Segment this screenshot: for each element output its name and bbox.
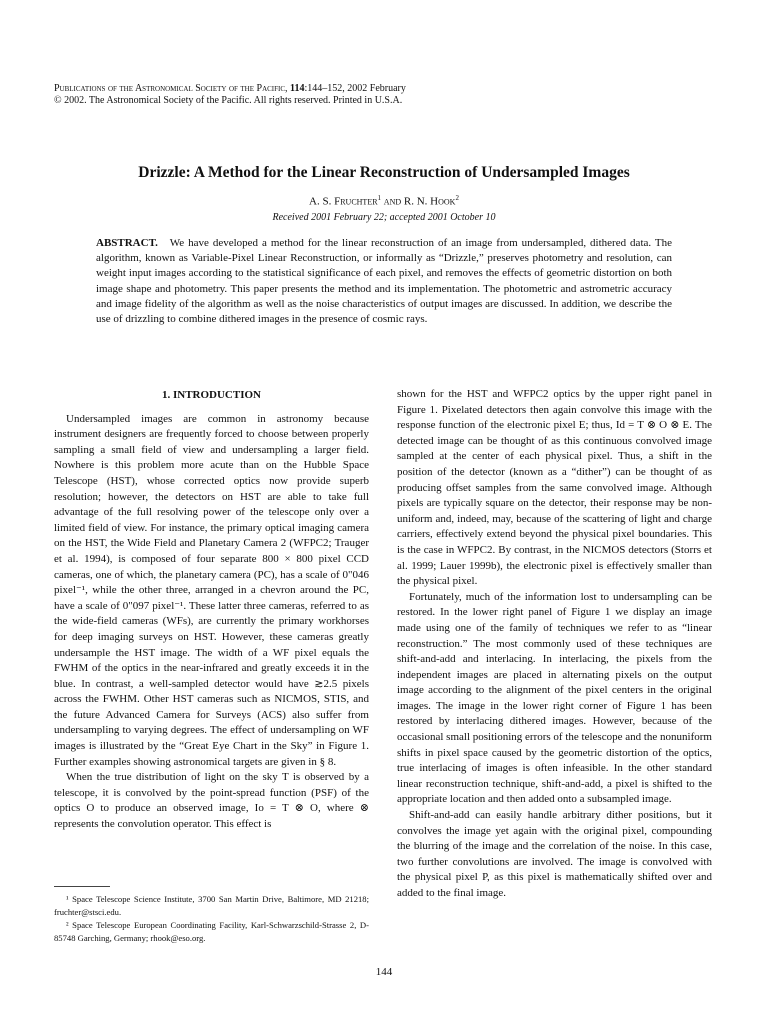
footnotes [54,893,369,945]
section-heading: 1. INTRODUCTION [161,389,261,401]
intro-paragraph-2: When the true distribution of light on the sky T is observed by a telescope, it is convolved by the point-spread function (PSF) of the optics O to produce an observed image, Io = T ⊗ O, where ⊗ represents the convolution operator. This effect is [54,771,369,831]
intro-paragraph-2-cont: shown for the HST and WFPC2 optics by the upper right panel in Figure 1. Pixelated detectors then again convolve this image with the response function of the electronic pixel E; thus, Id = T ⊗ O ⊗ E. The detected image can be thought of as this continuous convolved image sampled at the center of each physical pixel. Thus, a shift in the position of the detector (known as a “dither”) can be thought of as producing offset samples from the same convolved image. Although pixels are typically square on the detector, their response may be non-uniform and, indeed, may, because of the scattering of light and charge carriers, effectively extend beyond the physical pixel boundaries. This is the case in WFPC2. By contrast, in the NICMOS detectors (Storrs et al. 1999; Lauer 1999b), the electronic pixel is effectively smaller than the physical pixel. [397,388,712,588]
right-column [397,387,712,902]
left-column [54,386,369,833]
abstract [96,236,672,327]
journal-header: Publications of the Astronomical Society of the Pacific, 114:144–152, 2002 February [54,83,406,94]
intro-paragraph-4: Shift-and-add can easily handle arbitrary dither positions, but it convolves the image yet again with the original pixel, compounding the blurring of the image and the correlation of the noise. In this case, two further convolutions are involved. The image is convolved with the physical pixel P, as this pixel is mathematically shifted over and added to the final image. [397,809,712,899]
received-dates: Received 2001 February 22; accepted 2001 October 10 [272,212,496,223]
page-number: 144 [375,966,393,978]
author-line [0,194,768,208]
author-1: A. S. Fruchter [309,195,378,208]
footnote-1: ¹ Space Telescope Science Institute, 3700 San Martin Drive, Baltimore, MD 21218; fruchter@stsci.edu. [54,894,369,917]
author-2-mark: 2 [455,194,459,202]
author-1-mark: 1 [377,194,382,202]
author-2: R. N. Hook [403,195,456,208]
paper-title: Drizzle: A Method for the Linear Reconstruction of Undersampled Images [138,164,630,181]
abstract-label: ABSTRACT. [96,237,158,249]
intro-paragraph-1: Undersampled images are common in astronomy because instrument designers are frequently forced to choose between properly sampling a small field of view and undersampling a larger field. Nowhere is this problem more acute than on the Hubble Space Telescope (HST), whose corrected optics now provide superb resolution; however, the detectors on HST are able to take full advantage of the full resolving power of the telescope only over a limited field of view. For instance, the primary optical imaging camera on the HST, the Wide Field and Planetary Camera 2 (WFPC2; Trauger et al. 1994), is composed of four separate 800 × 800 pixel CCD cameras, one of which, the planetary camera (PC), has a scale of 0"046 pixel⁻¹, while the other three, arranged in a chevron around the PC, have a scale of 0"097 pixel⁻¹. These latter three cameras, referred to as the wide-field cameras (WFs), are currently the primary workhorses for deep imaging surveys on HST. However, these cameras greatly undersample the HST image. The width of a WF pixel equals the FWHM of the optics in the near-infrared and greatly exceeds it in the blue. In contrast, a well-sampled detector would have ≳2.5 pixels across the FWHM. Other HST cameras such as NICMOS, STIS, and the future Advanced Camera for Surveys (ACS) also suffer from undersampling to varying degrees. The effect of undersampling on WF images is illustrated by the “Great Eye Chart in the Sky” in Figure 1. Further examples showing astronomical targets are given in § 8. [54,412,369,768]
footnote-rule [54,886,110,887]
copyright-line: © 2002. The Astronomical Society of the Pacific. All rights reserved. Printed in U.S.A. [54,95,403,106]
journal-name: Publications of the Astronomical Society of the Pacific [54,83,286,94]
author-connector: and [381,195,404,208]
abstract-text: We have developed a method for the linear reconstruction of an image from undersampled, dithered data. The algorithm, known as Variable-Pixel Linear Reconstruction, or informally as “Drizzle,” preserves photometry and resolution, can weight input images according to the statistical significance of each pixel, and removes the effects of geometric distortion on both image shape and photometry. This paper presents the method and its implementation. The photometric and astrometric accuracy and image fidelity of the algorithm as well as the noise characteristics of output images are discussed. In addition, we describe the use of drizzling to combine dithered images in the presence of cosmic rays. [96,237,673,326]
journal-pages-date: :144–152, 2002 February [304,83,406,94]
intro-paragraph-3: Fortunately, much of the information lost to undersampling can be restored. In the lower right panel of Figure 1 we display an image made using one of the family of techniques we refer to as “linear reconstruction.” The most commonly used of these techniques are shift-and-add and interlacing. In interlacing, the pixels from the independent images are placed in alternating pixels on the output image according to the alignment of the pixel centers in the original images. The image in the lower right corner of Figure 1 has been restored by interlacing dithered images. However, because of the occasional small positioning errors of the telescope and the nonuniform shifts in pixel space caused by the geometric distortion of the optics, true interlacing of images is often infeasible. In the other standard linear reconstruction technique, shift-and-add, a pixel is shifted to the appropriate location and then added onto a subsampled image. [397,590,712,806]
footnote-2: ² Space Telescope European Coordinating Facility, Karl-Schwarzschild-Strasse 2, D-85748 Garching, Germany; rhook@eso.org. [54,920,369,943]
journal-volume: 114 [290,83,305,94]
